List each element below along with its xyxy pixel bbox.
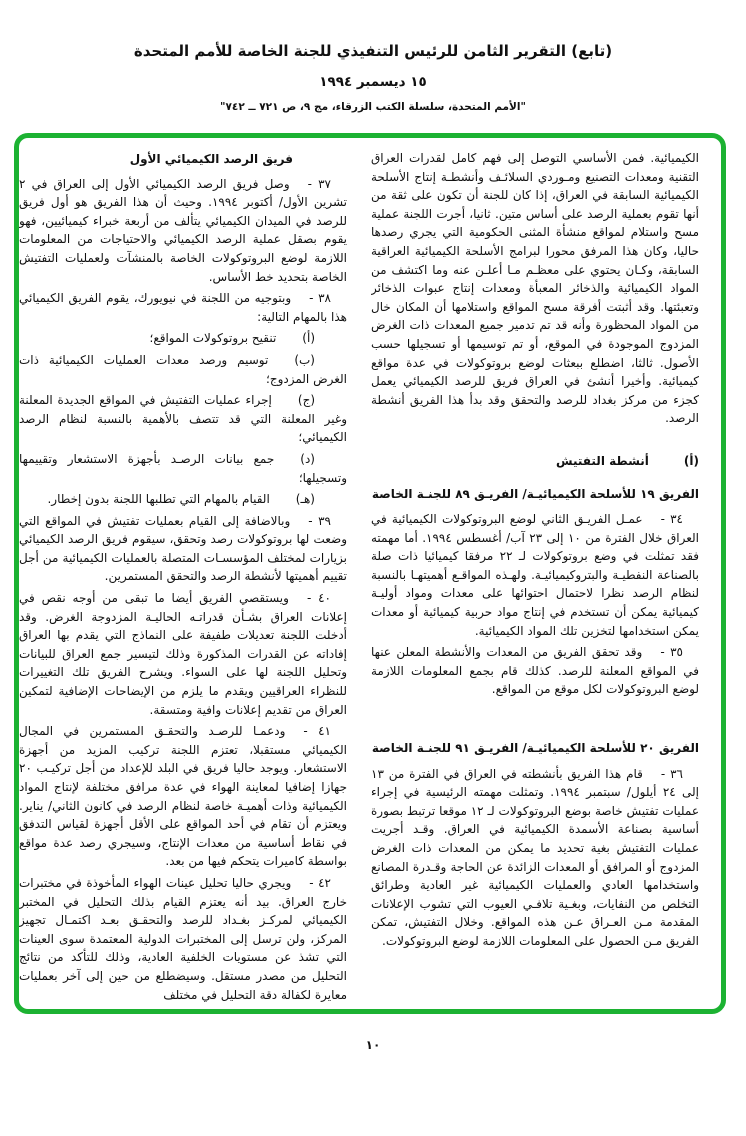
paragraph xyxy=(19,722,347,871)
item-marker: ٣٥ - xyxy=(660,645,683,660)
list-item xyxy=(19,329,347,348)
report-title: (تابع) التقرير الثامن للرئيس التنفيذي للجنة الخاصة للأمم المتحدة xyxy=(133,42,613,60)
item-marker: (أ) xyxy=(302,331,315,346)
text-run: أنشطة التفتيش xyxy=(556,453,649,468)
list-item xyxy=(19,490,347,509)
paragraph xyxy=(371,149,699,428)
team-subheading xyxy=(371,485,699,504)
team-subheading xyxy=(371,739,699,758)
paragraph xyxy=(19,175,347,287)
item-marker: (أ) xyxy=(683,453,699,468)
item-marker: ٣٤ - xyxy=(660,512,683,527)
paragraph xyxy=(19,512,347,586)
text-run: الفريق ١٩ للأسلحة الكيميائيـة/ الفريـق ٨٩ للجنـة الخاصة xyxy=(371,486,699,501)
text-run: عمـل الفريـق الثاني لوضع البروتوكولات الكيميائية في العراق خلال الفترة من ١٠ إلى ٢٣ آب/ أغسطس ١٩٩٤. أما مهمته فقد تمثلت في وضع بروتوكولات لـ ٢٢ مرفقا كيميائيا ذات صلة بالصناعة النفطيـة والبتروكيميائيـة. ولهـذه المواقـع أهميتهـا بالنسبة لنظام الرصد نظرا لاحتمال احتوائها على معدات ومواد أوليـة كيميائية يمكن أن تستخدم في إنتاج مواد حربية كيميائية أو معدات يمكن استخدامها لتخزين تلك المواد الكيميائية. xyxy=(371,512,699,638)
two-column-layout xyxy=(19,138,721,1007)
item-marker: ٣٨ - xyxy=(309,291,331,306)
item-marker: (هـ) xyxy=(295,492,315,507)
document-header xyxy=(0,42,746,113)
item-marker: ٤٠ - xyxy=(306,591,331,606)
text-run: توسيم ورصد معدات العمليات الكيميائية ذات الغرض المزدوج؛ xyxy=(19,352,347,386)
item-marker: ٤١ - xyxy=(303,724,331,739)
source-citation: "الأمم المتحدة، سلسلة الكتب الزرقاء، مج ٩، ص ٧٢١ ــ ٧٤٢" xyxy=(220,101,526,113)
text-run: القيام بالمهام التي تطلبها اللجنة بدون إخطار. xyxy=(47,492,270,507)
item-marker: (د) xyxy=(300,451,315,466)
item-marker: ٣٦ - xyxy=(660,766,683,781)
paragraph xyxy=(19,874,347,1004)
paragraph xyxy=(371,643,699,699)
column-right xyxy=(371,149,699,1007)
content-frame xyxy=(14,133,726,1014)
item-marker: ٣٩ - xyxy=(308,513,331,528)
text-run: فريق الرصد الكيميائي الأول xyxy=(129,152,293,166)
text-run: ويجري حاليا تحليل عينات الهواء المأخوذة في مختبرات خارج العراق. بيد أنه يعتزم القيام بذلك التحليل في المختبر الكيميائي لمركـز بغـداد للرصد والتحقـق بعـد اكتمـال تجهيز المركز، ولن ترسل إلى المختبرات الدولية المعتمدة سوى العينات التي تشذ عن مستويات الخلفية العادية، وذلك للتأكد من نتائج التحليل من مصدر مستقل. وسيضطلع من حين إلى آخر بعمليات معايرة لكفالة دقة التحليل في مختلف xyxy=(19,875,347,1002)
list-item xyxy=(19,351,347,388)
text-run: إجراء عمليات التفتيش في المواقع الجديدة المعلنة وغير المعلنة التي قد تتصف بالأهمية بالنسبة لنظام الرصد الكيميائي؛ xyxy=(19,393,347,445)
text-run: وصل فريق الرصد الكيميائي الأول إلى العراق في ٢ تشرين الأول/ أكتوبر ١٩٩٤. وحيث أن هذا الفريق هو أول فريق للرصد في الميدان الكيميائي يتألف من أربعة خبراء كيميائيين، فهو يقوم بصقل عملية الرصد الكيميائي والاحتياجات من المعلومات اللازمة لوضع البروتوكولات الخاصة بالمنشآت ولعمليات التفتيش الخاصة بتحديد خط الأساس. xyxy=(19,176,347,284)
list-item xyxy=(19,450,347,487)
paragraph xyxy=(19,289,347,326)
text-run: ودعمـا للرصـد والتحقـق المستمرين في المجال الكيميائي مستقبلا، تعتزم اللجنة تركيب المزيد من أجهزة الاستشعار. ويوجد حاليا فريق في البلد للإعداد من أجل تركيـب ٢٠ جهازا إضافيا لمعاينة الهواء في عدة مرافق مختلفة لإنتاج المواد الكيميائية وذات أهميـة خاصة لنظام الرصد في كانون الثاني/ يناير. ويعتزم أن تقام في أحد المواقع على الأقل أجهزة لقياس التدفق في نقاط أساسية من معدات الإنتاج، وسيجري رصد عدة مواقع بواسطة كاميرات يتحكم فيها من بعد. xyxy=(19,724,347,869)
text-run: جمع بيانات الرصـد بأجهزة الاستشعار وتقييمها وتسجيلها؛ xyxy=(19,451,347,485)
text-run: الكيميائية. فمن الأساسي التوصل إلى فهم كامل لقدرات العراق التقنية ومعدات التصنيع ومـوردي السلائـف وأنشطـة إنتاج الأسلحة الكيميائية السابقة في العراق، إذا كان للجنة أن تكون على ثقة من أنها تقوم بعملية الرصد على أساس متين. ثانيا، أجرت اللجنة عملية مسح واستلام لمواقع منشأة المثنى الحكومية التي يجري رصدها حاليا، وكان هذا المرفق محورا لبرامج الأسلحة الكيميائية العراقية السابقة، وكـان يحتوي على معظـم مـا أعلـن عنه وما اكتشف من المواد الكيميائية والذخائر المعبأة ومعدات إنتاج عبوات الذخائر وتعبئتها. وقد أثبتت أفرقة مسح المواقع واستلامها أن المكان خال من المواد المحظورة وأنه قد تم تدمير جميع المعدات ذات الغرض المزدوج الموجودة في الموقع، أو تم توسيمها أو تسجيلها حسب الأصول. ثالثا، اضطلع ببعثات لوضع بروتوكولات في عدة مواقع كيميائية. وأخيرا أنشئ في العراق فريق للرصد الكيميائي يعمل كجزء من مركز بغداد للرصد والتحقق وقد بدأ هذا الفريق أنشطة الرصد. xyxy=(371,151,699,426)
item-marker: ٤٢ - xyxy=(309,875,331,890)
section-heading xyxy=(19,150,293,169)
text-run: الفريق ٢٠ للأسلحة الكيميائيـة/ الفريـق ٩١ للجنـة الخاصة xyxy=(371,741,699,756)
report-date: ١٥ ديسمبر ١٩٩٤ xyxy=(319,74,427,90)
text-run: تنقيح بروتوكولات المواقع؛ xyxy=(149,331,277,346)
paragraph xyxy=(371,765,699,951)
paragraph xyxy=(371,510,699,640)
text-run: وقد تحقق الفريق من المعدات والأنشطة المعلن عنها في المواقع المعلنة للرصد. كذلك قام بجمع المعلومات اللازمة لوضع البروتوكولات لكل موقع من المواقع. xyxy=(371,645,699,697)
text-run: ويستقصي الفريق أيضا ما تبقى من أوجه نقص في إعلانات العراق بشـأن قدراتـه الحاليـة المزدوجة الغرض. وقد أدخلت اللجنة تعديلات طفيفة على النماذج التي يقدم بها العراق إفاداته عن القدرات المذكورة وذلك لتيسير جمع العراق للبيانات وتحليل اللجنة لها على السواء. ويشرح الفريق تلك التغييرات للنظراء العراقيين ويقدم ما يلزم من الإيضاحات الإضافية لتمكين العراق من تقديم إعلانات وافية ومتسقة. xyxy=(19,591,347,717)
section-label xyxy=(371,452,699,471)
item-marker: (ب) xyxy=(294,352,315,367)
list-item xyxy=(19,391,347,447)
column-left xyxy=(19,149,347,1007)
text-run: وبتوجيه من اللجنة في نيويورك، يقوم الفريق الكيميائي هذا بالمهام التالية: xyxy=(19,291,347,324)
text-run: وبالاضافة إلى القيام بعمليات تفتيش في المواقع التي وضعت لها بروتوكولات رصد وتحقق، سيقوم فريق الرصد الكيميائي بزيارات لمختلف المؤسسـات المتصلة بالعمليات الكيميائية من أجل تقييم أهميتها لأنشطة الرصد والتحقق المستمرين. xyxy=(19,513,347,584)
page-number: ١٠ xyxy=(365,1038,381,1052)
item-marker: (ج) xyxy=(297,393,315,408)
text-run: قام هذا الفريق بأنشطته في العراق في الفترة من ١٣ إلى ٢٤ أيلول/ سبتمبر ١٩٩٤. وتمثلت مهمته الرئيسية في إجراء عمليات تفتيش خاصة بوضع البروتوكولات لـ ١٢ موقعا ترتبط بصورة أساسية بصناعة الأسمدة الكيميائية في العراق. وقـد أجريت عمليات التفتيش بغية تحديد ما يمكن من المعدات ذات الغرض المزدوج أو المرافق أو المعدات الزائدة عن الحاجة وقـدرة المصانع واستخدامها العادي والعمليات الكيميائية غير العادية وطرائق التخلص من النفايات، وبغـية تلافـي العيوب التي تشوب الإعلانات المقدمة مـن العـراق عـن هذه المواقع. وخلال التفتيش، تمكن الفريق مـن الحصول على المعلومات اللازمة لوضع البروتوكولات. xyxy=(371,766,699,948)
item-marker: ٣٧ - xyxy=(307,176,331,191)
paragraph xyxy=(19,589,347,719)
